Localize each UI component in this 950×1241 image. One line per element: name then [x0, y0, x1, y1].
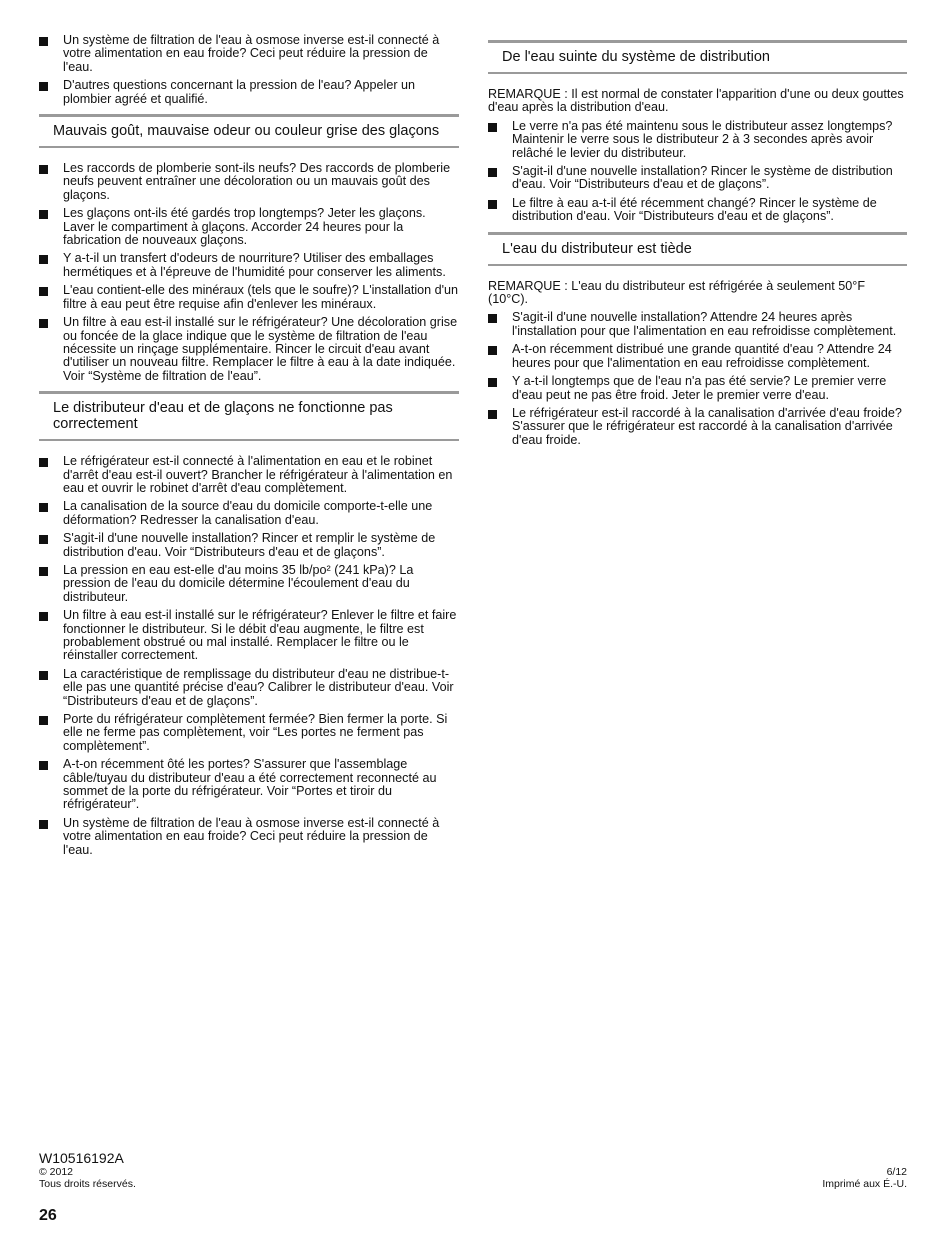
- list-item-text: A-t-on récemment distribué une grande quantité d'eau ? Attendre 24 heures pour que l'alimentation en eau refroidisse complètement.: [512, 342, 892, 370]
- note-text: REMARQUE : Il est normal de constater l'apparition d'une ou deux gouttes d'eau après la distribution d'eau.: [488, 87, 904, 115]
- list-item-text: D'autres questions concernant la pression de l'eau? Appeler un plombier agréé et qualifié.: [63, 78, 416, 106]
- note-text: REMARQUE : L'eau du distributeur est réfrigérée à seulement 50°F (10°C).: [488, 278, 866, 307]
- bullet-square-icon: [488, 410, 497, 419]
- bullet-square-icon: [39, 255, 48, 264]
- bullet-square-icon: [39, 287, 48, 296]
- bullet-square-icon: [39, 458, 48, 467]
- list-item-text: Un système de filtration de l'eau à osmose inverse est-il connecté à votre alimentation en eau froide? Ceci peut réduire la pression de l'eau.: [63, 33, 440, 74]
- list-item-text: Le réfrigérateur est-il connecté à l'alimentation en eau et le robinet d'arrêt d'eau est-il ouvert? Brancher le réfrigérateur à l'alimentation en eau et ouvrir le robinet d'arrêt d'eau complètement.: [63, 454, 453, 495]
- bullet-square-icon: [39, 535, 48, 544]
- dispenser-list: [39, 455, 459, 857]
- section-dispenser-not-working: [39, 391, 459, 441]
- list-item: [39, 207, 459, 247]
- list-item: [488, 311, 907, 338]
- bullet-square-icon: [39, 82, 48, 91]
- leaking-list: [488, 120, 907, 224]
- lukewarm-list: [488, 311, 907, 447]
- bullet-square-icon: [39, 503, 48, 512]
- bullet-square-icon: [39, 671, 48, 680]
- print-date: 6/12: [886, 1166, 907, 1178]
- list-item: [488, 120, 907, 160]
- section-heading: Mauvais goût, mauvaise odeur ou couleur grise des glaçons: [53, 123, 440, 140]
- bullet-square-icon: [39, 319, 48, 328]
- list-item-text: S'agit-il d'une nouvelle installation? Rincer le système de distribution d'eau. Voir “Distributeurs d'eau et de glaçons”.: [512, 164, 893, 192]
- bullet-square-icon: [488, 378, 497, 387]
- section-bottom-rule: [488, 264, 907, 266]
- section-water-lukewarm: [488, 232, 907, 266]
- list-item: [488, 407, 907, 447]
- list-item: [39, 162, 459, 202]
- list-item: [39, 609, 459, 663]
- list-item-text: S'agit-il d'une nouvelle installation? Rincer et remplir le système de distribution d'eau. Voir “Distributeurs d'eau et de glaçons”.: [63, 531, 436, 559]
- list-item: [39, 252, 459, 279]
- section-heading: Le distributeur d'eau et de glaçons ne fonctionne pas correctement: [53, 400, 393, 433]
- bullet-square-icon: [488, 168, 497, 177]
- bullet-square-icon: [39, 820, 48, 829]
- list-item-text: Y a-t-il un transfert d'odeurs de nourriture? Utiliser des emballages hermétiques et à l'épreuve de l'humidité pour conserver les aliments.: [63, 251, 446, 279]
- list-item: [39, 284, 459, 311]
- page-number: 26: [39, 1207, 57, 1224]
- list-item-text: Le filtre à eau a-t-il été récemment changé? Rincer le système de distribution d'eau. Voir “Distributeurs d'eau et de glaçons”.: [512, 195, 877, 224]
- section-heading: De l'eau suinte du système de distribution: [502, 49, 770, 65]
- bullet-square-icon: [39, 567, 48, 576]
- right-column: [488, 40, 907, 452]
- bullet-square-icon: [488, 200, 497, 209]
- list-item: [39, 34, 459, 74]
- list-item-text: L'eau contient-elle des minéraux (tels que le soufre)? L'installation d'un filtre à eau peut être requise afin d'enlever les minéraux.: [63, 283, 459, 311]
- list-item-text: A-t-on récemment ôté les portes? S'assurer que l'assemblage câble/tuyau du distributeur d'eau a été correctement reconnecté au sommet de la porte du réfrigérateur. Voir “Portes et tiroir du réfrigérateur”.: [63, 757, 437, 812]
- section-water-leaking: [488, 40, 907, 74]
- section-bottom-rule: [39, 439, 459, 441]
- list-item: [39, 817, 459, 857]
- intro-list: [39, 34, 459, 106]
- list-item-text: La caractéristique de remplissage du distributeur d'eau ne distribue-t-elle pas une quantité précise d'eau? Calibrer le distributeur d'eau. Voir “Distributeurs d'eau et de glaçons”.: [63, 666, 454, 708]
- list-item: [39, 713, 459, 753]
- list-item-text: La pression en eau est-elle d'au moins 35 lb/po² (241 kPa)? La pression de l'eau du domicile détermine l'écoulement d'eau du distributeur.: [63, 562, 414, 604]
- section-bad-taste-odor: [39, 114, 459, 148]
- list-item: [488, 197, 907, 224]
- list-item: [39, 758, 459, 812]
- list-item: [488, 343, 907, 370]
- list-item-text: Les glaçons ont-ils été gardés trop longtemps? Jeter les glaçons. Laver le compartiment à glaçons. Accorder 24 heures pour la fabrication de nouveaux glaçons.: [63, 206, 426, 248]
- bullet-square-icon: [39, 612, 48, 621]
- section-heading: L'eau du distributeur est tiède: [502, 240, 692, 257]
- bullet-square-icon: [39, 716, 48, 725]
- bullet-square-icon: [488, 346, 497, 355]
- list-item: [488, 375, 907, 402]
- bullet-square-icon: [39, 37, 48, 46]
- list-item-text: S'agit-il d'une nouvelle installation? Attendre 24 heures après l'installation pour que l'alimentation en eau refroidisse complètement.: [512, 310, 897, 338]
- list-item: [39, 500, 459, 527]
- bullet-square-icon: [488, 314, 497, 323]
- list-item: [39, 79, 459, 106]
- left-column: [39, 34, 459, 862]
- copyright-year: © 2012: [39, 1166, 74, 1178]
- bullet-square-icon: [39, 761, 48, 770]
- list-item-text: Le verre n'a pas été maintenu sous le distributeur assez longtemps? Maintenir le verre sous le distributeur 2 à 3 secondes après avoir relâché le levier du distributeur.: [512, 118, 893, 160]
- rights-reserved: Tous droits réservés.: [39, 1178, 136, 1190]
- bullet-square-icon: [39, 165, 48, 174]
- list-item: [39, 455, 459, 495]
- list-item-text: La canalisation de la source d'eau du domicile comporte-t-elle une déformation? Redresser la canalisation d'eau.: [63, 499, 433, 527]
- document-code: W10516192A: [39, 1150, 124, 1166]
- list-item-text: Y a-t-il longtemps que de l'eau n'a pas été servie? Le premier verre d'eau peut ne pas être froid. Jeter le premier verre d'eau.: [512, 374, 887, 402]
- bullet-square-icon: [39, 210, 48, 219]
- print-info: [822, 1166, 907, 1190]
- list-item: [39, 564, 459, 604]
- list-item: [39, 316, 459, 383]
- list-item-text: Un filtre à eau est-il installé sur le réfrigérateur? Enlever le filtre et faire fonctionner le distributeur. Si le débit d'eau augmente, le filtre est probablement obstrué ou mal installé. Remplacer le filtre ou le réinstaller correctement.: [63, 608, 457, 663]
- list-item-text: Les raccords de plomberie sont-ils neufs? Des raccords de plomberie neufs peuvent entraîner une décoloration ou un mauvais goût des glaçons.: [63, 161, 451, 202]
- copyright-block: [39, 1166, 136, 1190]
- list-item: [488, 165, 907, 192]
- printed-in: Imprimé aux É.-U.: [822, 1178, 907, 1190]
- list-item-text: Le réfrigérateur est-il raccordé à la canalisation d'arrivée d'eau froide? S'assurer que le réfrigérateur est raccordé à la canalisation d'arrivée d'eau froide.: [512, 405, 902, 447]
- list-item-text: Porte du réfrigérateur complètement fermée? Bien fermer la porte. Si elle ne ferme pas complètement, voir “Les portes ne ferment pas complètement”.: [63, 712, 448, 753]
- list-item-text: Un système de filtration de l'eau à osmose inverse est-il connecté à votre alimentation en eau froide? Ceci peut réduire la pression de l'eau.: [63, 815, 440, 857]
- list-item: [39, 532, 459, 559]
- section-bottom-rule: [488, 72, 907, 74]
- list-item: [39, 668, 459, 708]
- bullet-square-icon: [488, 123, 497, 132]
- bad-taste-list: [39, 162, 459, 383]
- section-bottom-rule: [39, 146, 459, 148]
- list-item-text: Un filtre à eau est-il installé sur le réfrigérateur? Une décoloration grise ou foncée de la glace indique que le système de filtration de l'eau nécessite un rinçage supplémentaire. Rincer le circuit d'eau avant d'utiliser un nouveau filtre. Remplacer le filtre à eau à la date indiquée. Voir “Système de filtration de l'eau”.: [63, 315, 458, 383]
